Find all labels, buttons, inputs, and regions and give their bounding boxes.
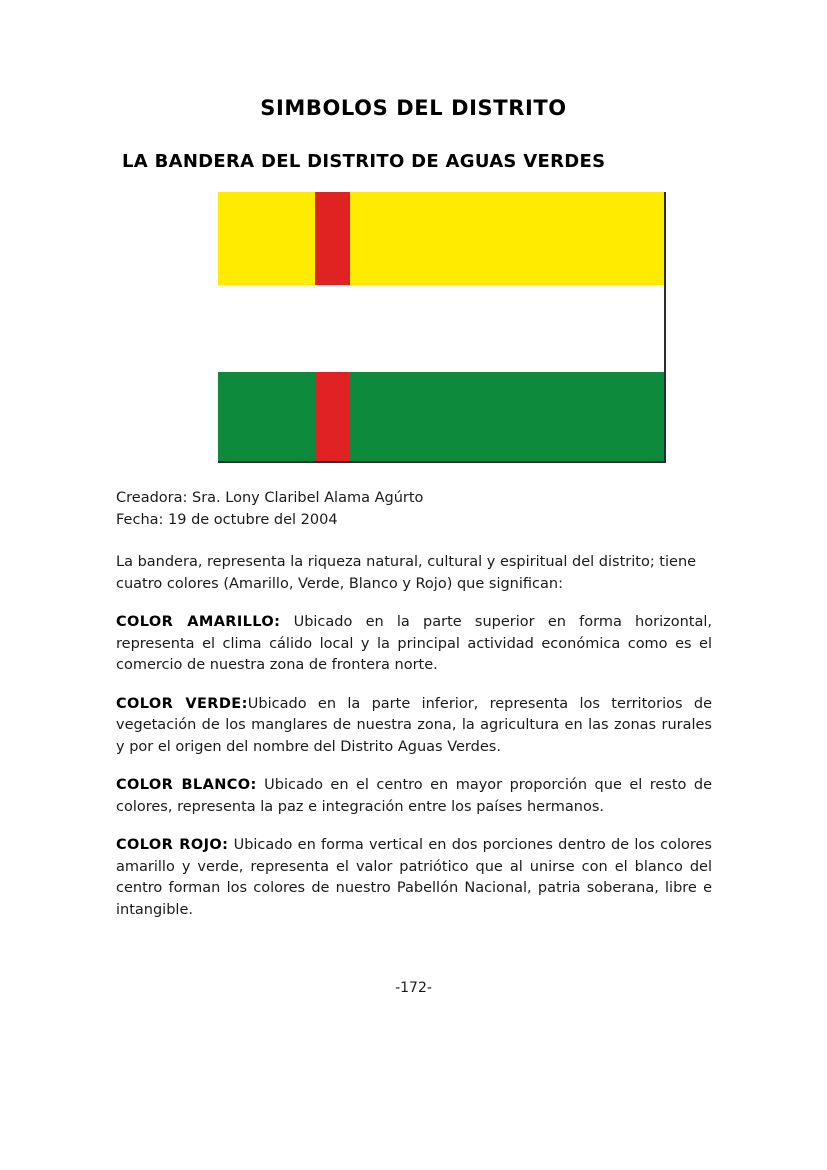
- caption-creator: Creadora: Sra. Lony Claribel Alama Agúrto: [116, 490, 424, 506]
- section-subtitle: LA BANDERA DEL DISTRITO DE AGUAS VERDES: [122, 151, 606, 172]
- text-color-blanco: Ubicado en el centro en mayor proporción que el resto de colores, representa la paz e integración entre los países hermanos.: [116, 777, 712, 815]
- paragraph-color-verde: [116, 694, 712, 759]
- paragraph-color-rojo: [116, 835, 712, 921]
- text-color-amarillo: Ubicado en la parte superior en forma horizontal, representa el clima cálido local y la principal actividad económica como es el comercio de nuestra zona de frontera norte.: [116, 614, 712, 673]
- lead-color-amarillo: COLOR AMARILLO:: [116, 614, 281, 630]
- flag-white-band: [218, 285, 664, 372]
- caption-date: Fecha: 19 de octubre del 2004: [116, 512, 338, 528]
- lead-color-blanco: COLOR BLANCO:: [116, 777, 257, 793]
- page-title: SIMBOLOS DEL DISTRITO: [260, 96, 567, 120]
- paragraph-color-amarillo: [116, 612, 712, 677]
- flag-image: [218, 192, 666, 463]
- text-color-verde: Ubicado en la parte inferior, representa los territorios de vegetación de los manglares de nuestra zona, la agricultura en las zonas rurales y por el origen del nombre del Distrito Aguas Verdes.: [116, 695, 713, 755]
- flag-red-stripe-bottom: [315, 372, 350, 463]
- lead-color-verde: COLOR VERDE:: [116, 695, 248, 712]
- text-color-rojo: Ubicado en forma vertical en dos porciones dentro de los colores amarillo y verde, representa el valor patriótico que al unirse con el blanco del centro forman los colores de nuestro Pabellón Nacional, patria soberana, libre e intangible.: [116, 837, 712, 918]
- flag-green-band: [218, 372, 664, 463]
- lead-color-rojo: COLOR ROJO:: [116, 837, 229, 853]
- page-number: -172-: [395, 980, 432, 996]
- paragraph-color-blanco: [116, 775, 712, 818]
- flag-caption: [116, 487, 716, 531]
- paragraph-intro: La bandera, representa la riqueza natural, cultural y espiritual del distrito; tiene cuatro colores (Amarillo, Verde, Blanco y Rojo) que significan:: [116, 554, 697, 592]
- flag-red-stripe-top: [315, 192, 350, 285]
- body-text: [116, 552, 712, 921]
- flag-watermark: [280, 332, 460, 358]
- flag-yellow-band: [218, 192, 664, 285]
